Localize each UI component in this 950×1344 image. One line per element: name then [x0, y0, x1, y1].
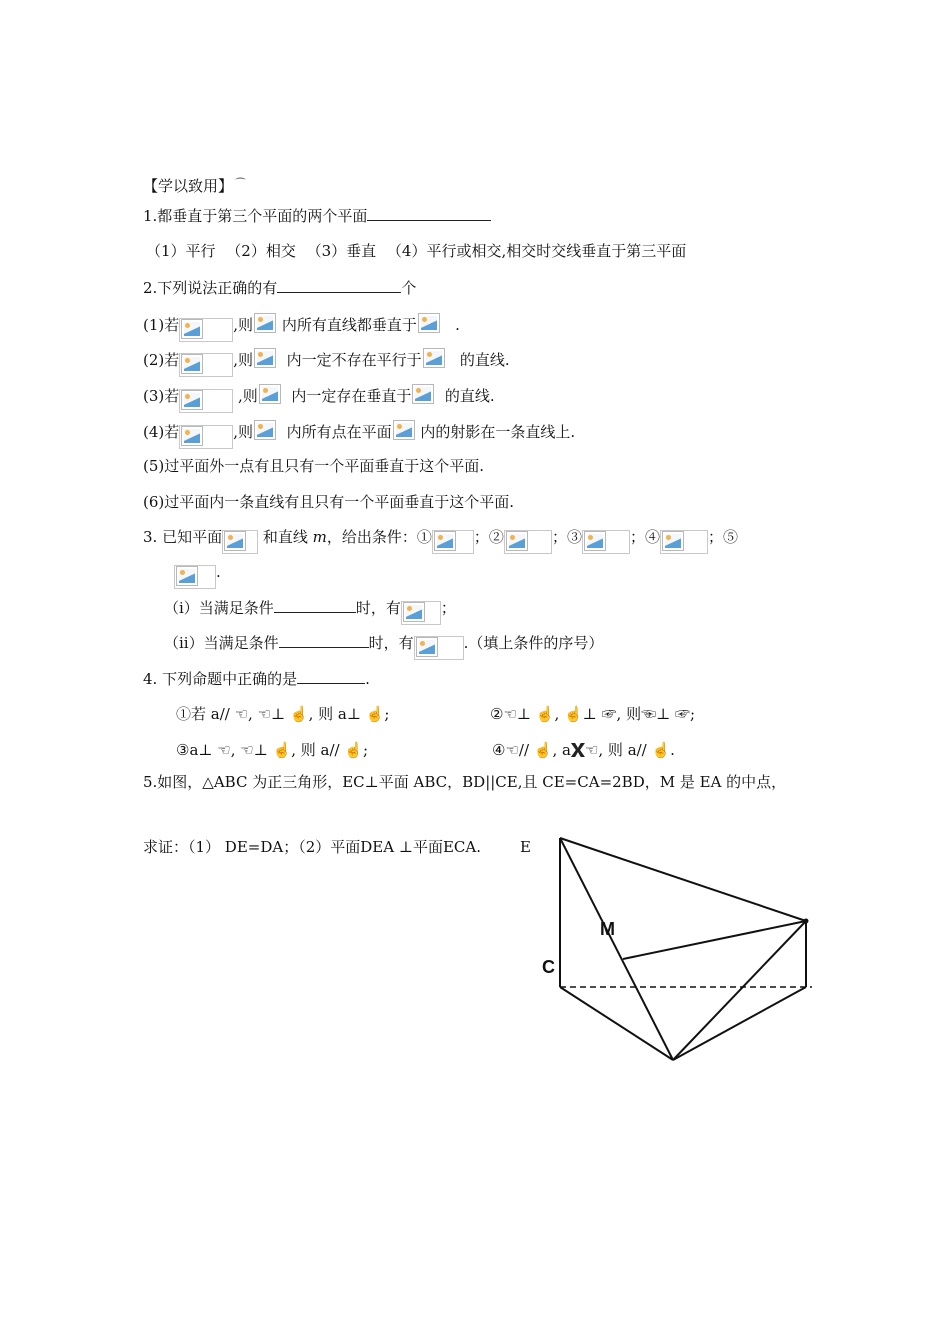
- question-3-text: .: [216, 563, 221, 581]
- statement-label: (3)若: [143, 387, 180, 405]
- edge-md: [623, 921, 806, 959]
- statement-text: 内所有点在平面: [286, 423, 392, 441]
- question-4-option-1: ①若 a// ☜, ☜⊥ ☝, 则 a⊥ ☝;: [176, 705, 390, 723]
- statement-label: (4)若: [143, 423, 180, 441]
- question-3-text: （ii）当满足条件: [164, 634, 279, 652]
- vertex-d: [804, 919, 809, 924]
- question-5-stem: 5.如图，△ABC 为正三角形，EC⊥平面 ABC，BD||CE,且 CE=CA=2BD，M 是 EA 的中点，: [143, 773, 787, 791]
- question-2-unit: 个: [401, 279, 417, 297]
- figure-lines: [560, 838, 806, 1060]
- edge-ba: [673, 987, 806, 1060]
- question-1-options: （1）平行 （2）相交 （3）垂直 （4）平行或相交,相交时交线垂直于第三平面: [146, 242, 687, 260]
- question-3-text: 和直线: [262, 528, 308, 546]
- question-3-text: ；④: [629, 528, 660, 546]
- statement-text: ,则: [233, 351, 254, 369]
- statement-text: ,则: [233, 316, 254, 334]
- question-3-text: ；②: [473, 528, 504, 546]
- question-4-stem: 4. 下列命题中正确的是: [143, 670, 298, 688]
- question-4-option-2: ②☜⊥ ☝, ☝⊥ ☞, 则☜⊥ ☞;: [490, 705, 695, 723]
- question-3-text: ；: [440, 599, 456, 617]
- question-4-text: .: [365, 670, 370, 688]
- question-3-text: （i）当满足条件: [164, 599, 274, 617]
- statement-text: 内所有直线都垂直于: [281, 316, 417, 334]
- statement-label: (1)若: [143, 316, 180, 334]
- statement-text: 内一定不存在平行于: [286, 351, 422, 369]
- question-4-text: ④☜// ☝, a: [492, 741, 571, 759]
- question-5-proof: 求证：（1） DE=DA；（2）平面DEA ⊥平面ECA.: [143, 838, 481, 856]
- statement-text: 内的射影在一条直线上.: [420, 423, 576, 441]
- question-4-text: ☜, 则 a// ☝.: [584, 741, 675, 759]
- section-title: 【学以致用】: [143, 177, 234, 195]
- edge-da: [673, 921, 806, 1060]
- statement-2-6: (6)过平面内一条直线有且只有一个平面垂直于这个平面.: [143, 493, 515, 511]
- question-3-text: ；③: [551, 528, 582, 546]
- question-3-stem: 3. 已知平面: [143, 528, 223, 546]
- statement-text: .: [455, 316, 460, 334]
- variable-m: m: [312, 528, 327, 546]
- statement-text: ,则: [238, 387, 258, 405]
- statement-2-5: (5)过平面外一点有且只有一个平面垂直于这个平面.: [143, 457, 485, 475]
- anchor-mark-icon: ⁀: [236, 178, 245, 191]
- question-1-stem: 1.都垂直于第三个平面的两个平面: [143, 207, 368, 225]
- statement-text: 的直线.: [459, 351, 510, 369]
- figure-label-m: M: [600, 919, 615, 939]
- question-3-text: 时，有: [368, 634, 414, 652]
- question-3-text: ；⑤: [707, 528, 738, 546]
- question-3-text: .（填上条件的序号）: [463, 634, 604, 652]
- statement-text: 的直线.: [444, 387, 495, 405]
- edge-ca: [560, 987, 673, 1060]
- figure-label-c: C: [542, 957, 555, 977]
- statement-label: (2)若: [143, 351, 180, 369]
- question-2-stem: 2.下列说法正确的有: [143, 279, 278, 297]
- statement-text: 内一定存在垂直于: [291, 387, 412, 405]
- question-3-text: 时，有: [355, 599, 401, 617]
- statement-text: ,则: [233, 423, 254, 441]
- question-3-text: ，给出条件：①: [326, 528, 432, 546]
- figure-label-e: E: [520, 838, 531, 856]
- question-4-option-3: ③a⊥ ☜, ☜⊥ ☝, 则 a// ☝;: [176, 741, 369, 759]
